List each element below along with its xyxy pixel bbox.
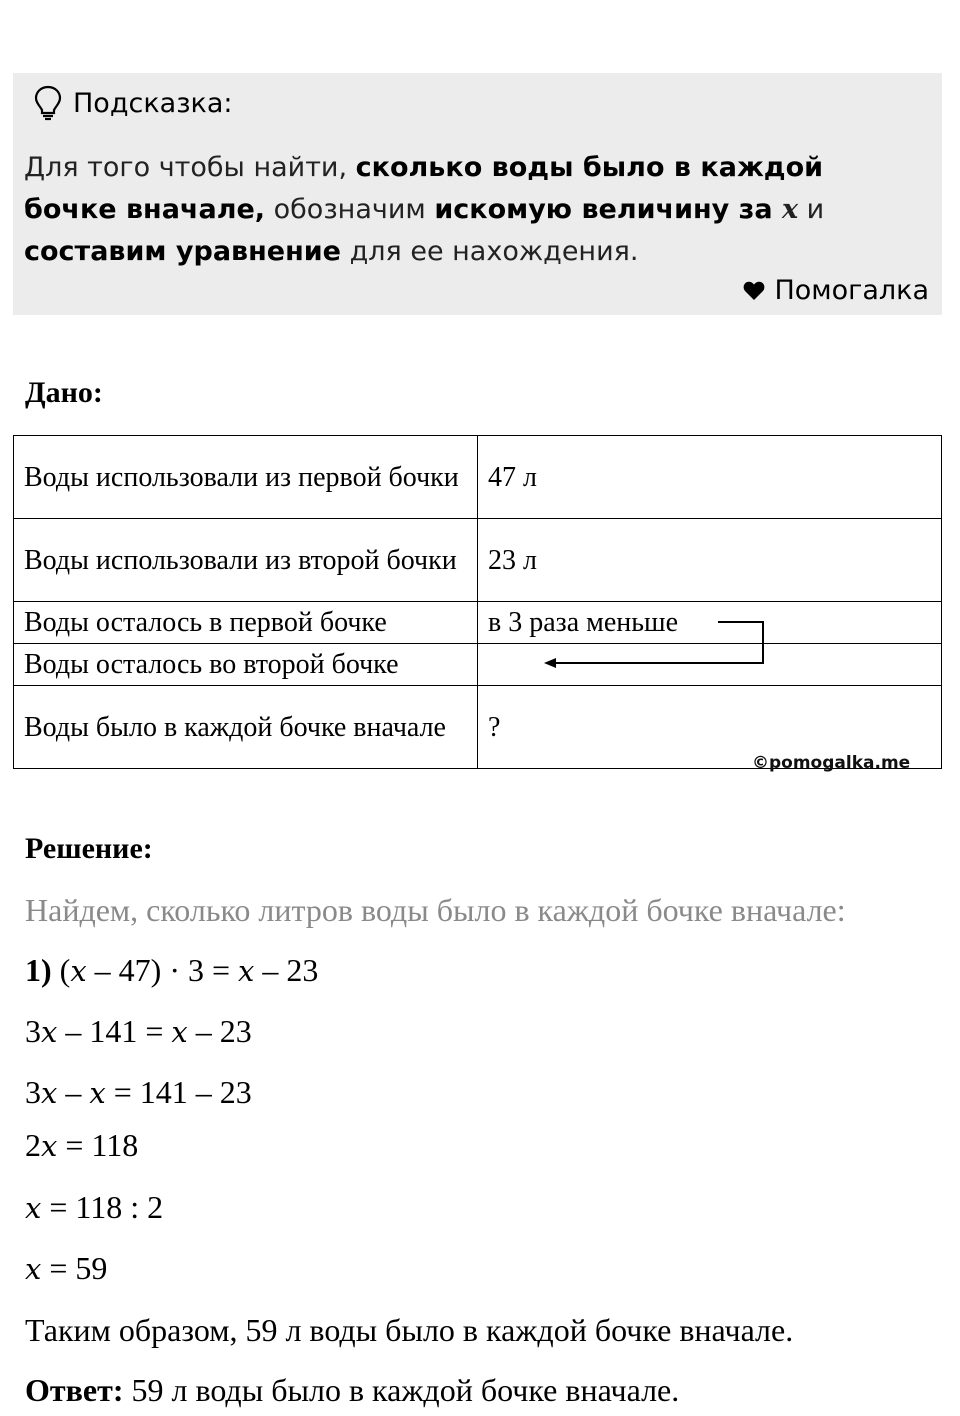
table-row (14, 519, 942, 602)
eq-part: = 141 – 23 (105, 1074, 252, 1110)
eq-part: – 23 (187, 1013, 252, 1049)
equation-6 (25, 1250, 107, 1287)
solution-intro: Найдем, сколько литров воды было в каждой бочке вначале: (25, 892, 846, 928)
table-cell-value: ? (478, 686, 942, 769)
conclusion-text: Таким образом, 59 л воды было в каждой бочке вначале. (25, 1312, 794, 1348)
table-cell-label: Воды осталось во второй бочке (14, 644, 478, 686)
eq-variable: x (41, 1076, 58, 1110)
eq-part: ( (59, 952, 71, 988)
copyright-text: ©pomogalka.me (752, 753, 911, 773)
hint-text-bold: сколько воды было в каждой бочке вначале, (24, 152, 824, 225)
hint-header (33, 83, 233, 123)
brand-name: Помогалка (774, 275, 929, 306)
answer-text: 59 л воды было в каждой бочке вначале. (123, 1372, 680, 1408)
hint-title: Подсказка: (73, 87, 233, 119)
eq-variable: x (238, 954, 255, 988)
table-row (14, 644, 942, 686)
eq-part: 2 (25, 1127, 41, 1163)
table-cell-label: Воды было в каждой бочке вначале (14, 686, 478, 769)
eq-part: – (57, 1074, 90, 1110)
table-row (14, 602, 942, 644)
step-number: 1) (25, 952, 52, 988)
eq-variable: x (171, 1015, 188, 1049)
eq-part: 3 (25, 1013, 41, 1049)
eq-part: = 118 : 2 (41, 1189, 164, 1225)
hint-text-part: для ее нахождения. (341, 236, 639, 267)
hint-text-part: обозначим (265, 194, 435, 225)
eq-variable: x (70, 954, 87, 988)
equation-1 (25, 952, 318, 989)
hint-variable: x (781, 194, 799, 225)
hint-text (24, 147, 924, 273)
eq-part: 3 (25, 1074, 41, 1110)
eq-variable: x (25, 1252, 42, 1286)
eq-variable: x (25, 1191, 42, 1225)
brand-label (743, 275, 929, 306)
hint-text-part: Для того чтобы найти, (24, 152, 356, 183)
equation-5 (25, 1189, 163, 1226)
given-table (13, 435, 942, 769)
eq-part: – 23 (254, 952, 319, 988)
equation-2 (25, 1013, 252, 1050)
table-cell-value: в 3 раза меньше (478, 602, 942, 644)
given-heading: Дано: (25, 376, 103, 409)
table-cell-label: Воды использовали из второй бочки (14, 519, 478, 602)
relation-arrow (540, 615, 770, 675)
table-cell-value: 23 л (478, 519, 942, 602)
equation-3 (25, 1074, 252, 1111)
answer-line (25, 1372, 679, 1409)
lightbulb-icon (33, 85, 63, 121)
eq-part: – 141 = (57, 1013, 172, 1049)
hint-box (13, 73, 942, 315)
hint-text-bold: искомую величину за (434, 194, 782, 225)
heart-icon (743, 281, 765, 301)
table-cell-label: Воды осталось в первой бочке (14, 602, 478, 644)
table-cell-value: 47 л (478, 436, 942, 519)
answer-label: Ответ: (25, 1372, 124, 1408)
eq-variable: x (41, 1129, 58, 1163)
hint-text-bold: составим уравнение (24, 236, 341, 267)
eq-part: = 59 (41, 1250, 108, 1286)
solution-heading: Решение: (25, 832, 153, 865)
eq-part: = 118 (57, 1127, 139, 1163)
hint-text-part: и (798, 194, 825, 225)
eq-variable: x (41, 1015, 58, 1049)
table-row (14, 436, 942, 519)
eq-variable: x (89, 1076, 106, 1110)
table-cell-label: Воды использовали из первой бочки (14, 436, 478, 519)
eq-part: – 47) · 3 = (86, 952, 239, 988)
equation-4 (25, 1127, 138, 1164)
